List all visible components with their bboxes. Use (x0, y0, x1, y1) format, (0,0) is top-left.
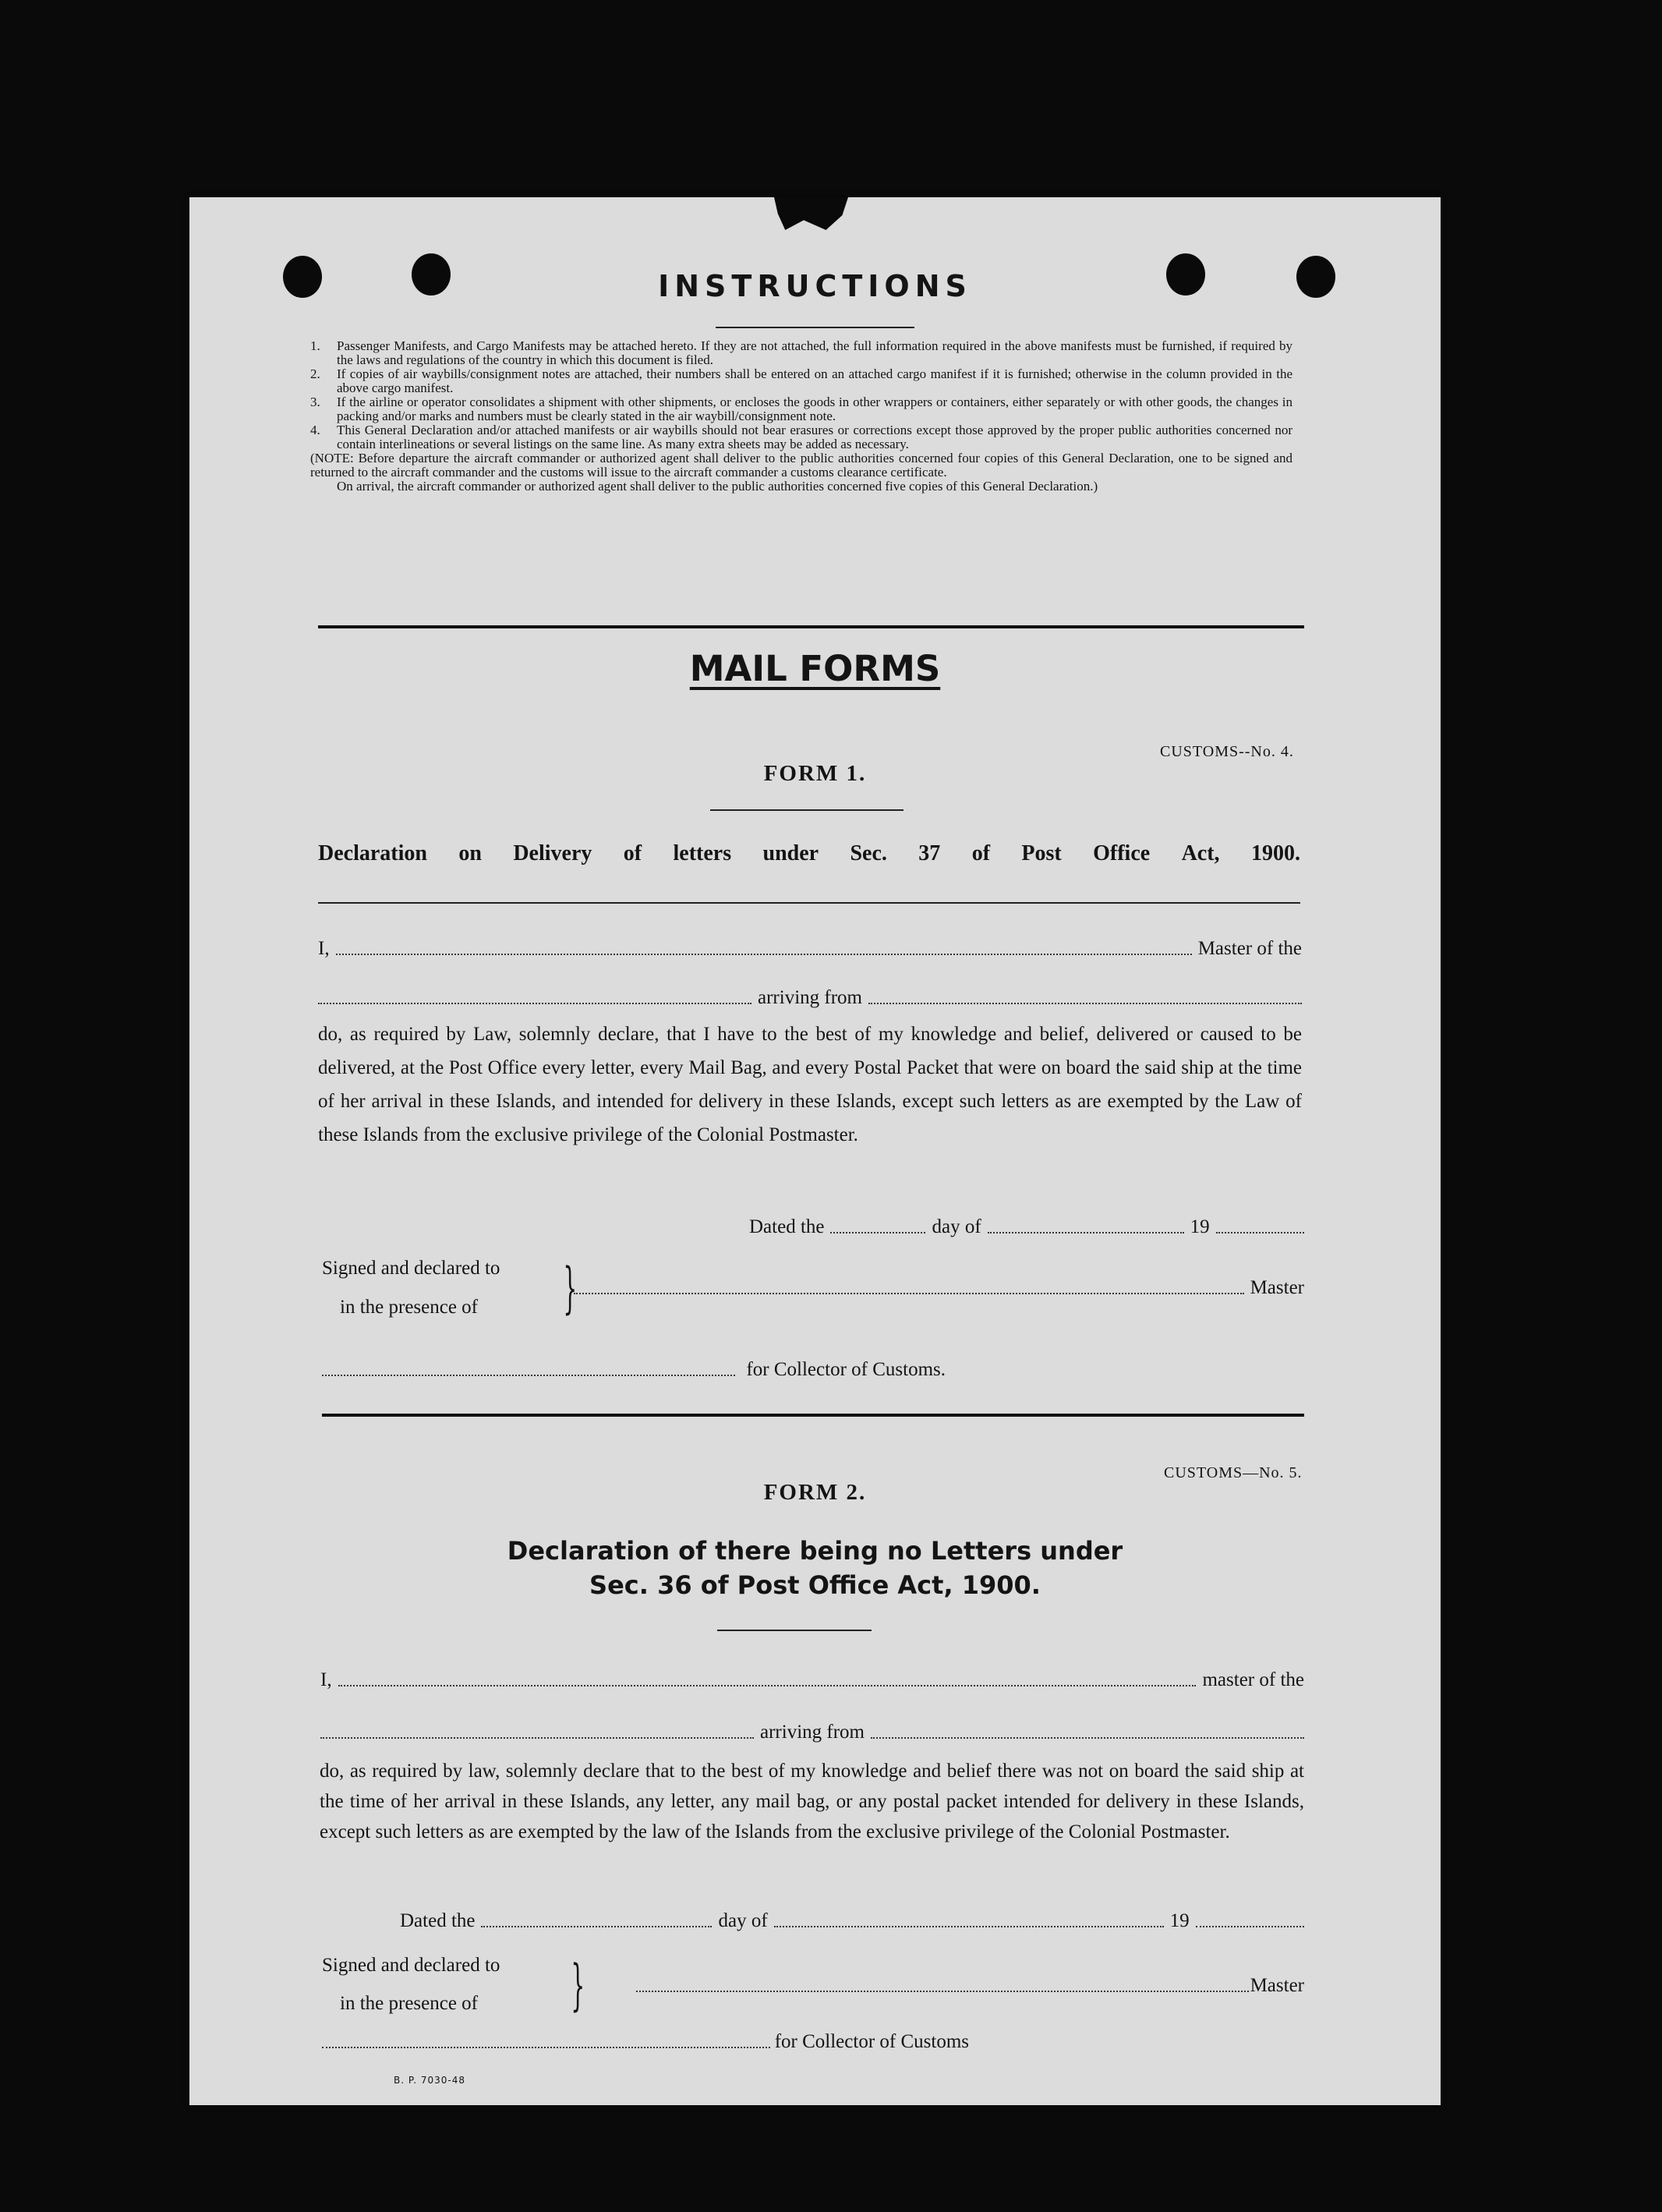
form1-title-rule (318, 902, 1300, 904)
document-sheet (189, 197, 1441, 2105)
form1-brace: } (563, 1256, 578, 1320)
form1-presence-label: in the presence of (340, 1297, 479, 1318)
form1-signed-label: Signed and declared to (322, 1258, 500, 1279)
form2-ship-name-field[interactable] (320, 1737, 754, 1739)
instruction-item: 4. This General Declaration and/or attached manifests or air waybills should not bear erasures or corrections except those approved by the proper public authorities concerned nor contain interlineations or several listings on the same line. As many extra sheets may be added as necessary. (310, 423, 1292, 451)
form1-year-field[interactable] (1216, 1232, 1304, 1233)
form1-arriving-from-field[interactable] (868, 1003, 1302, 1004)
instructions-list (310, 339, 1292, 494)
instruction-note: (NOTE: Before departure the aircraft commander or authorized agent shall deliver to the public authorities concerned four copies of this General Declaration, one to be signed and returned to the aircraft commander and the customs will issue to the aircraft commander a customs clearance certificate. (310, 451, 1292, 480)
form1-collector-line: for Collector of Customs. (322, 1359, 946, 1381)
form1-master-signature-line: Master (574, 1277, 1304, 1299)
form1-customs-number: CUSTOMS--No. 4. (1160, 743, 1294, 760)
form1-declaration-title: Declaration on Delivery of letters under Sec. 37 of Post Office Act, 1900. (318, 841, 1300, 865)
instruction-note-arrival: On arrival, the aircraft commander or authorized agent shall deliver to the public authorities concerned five copies of this General Declaration.) (337, 479, 1098, 494)
form2-master-signature-line: Master (636, 1975, 1304, 1997)
instruction-item: 3. If the airline or operator consolidates a shipment with other shipments, or encloses the goods in other wrappers or containers, either separately or with other goods, the changes in packing and/or marks and numbers must be clearly stated in the air waybill/consignment note. (310, 395, 1292, 423)
form-divider (322, 1414, 1304, 1417)
form2-signed-label: Signed and declared to (322, 1955, 500, 1976)
instruction-item: 1. Passenger Manifests, and Cargo Manifests may be attached hereto. If they are not attached, the full information required in the above manifests must be furnished, if required by the laws and regulations of the country in which this document is filed. (310, 338, 1292, 367)
form1-ship-line: arriving from (318, 987, 1302, 1009)
instructions-underline (716, 327, 914, 328)
form2-master-name-field[interactable] (338, 1685, 1197, 1686)
form2-master-signature-field[interactable] (636, 1991, 1249, 1992)
form1-heading: FORM 1. (763, 761, 867, 786)
form2-presence-label: in the presence of (340, 1993, 479, 2014)
form2-declaration-title: Declaration of there being no Letters under Sec. 36 of Post Office Act, 1900. (507, 1536, 1123, 1600)
print-code: B. P. 7030-48 (394, 2075, 465, 2086)
form2-heading: FORM 2. (763, 1480, 867, 1505)
form1-month-field[interactable] (988, 1232, 1184, 1233)
form1-dated-line: Dated the day of 19 (749, 1216, 1304, 1238)
form1-heading-underline (710, 809, 903, 811)
form2-declaration-body: do, as required by law, solemnly declare that to the best of my knowledge and belief there was not on board the said ship at the time of her arrival in these Islands, any letter, any mail bag, or any postal packet intended for delivery in these Islands, except such letters as are exempted by the law of the Islands from the exclusive privilege of the Colonial Postmaster. (320, 1761, 1304, 1842)
form1-ship-name-field[interactable] (318, 1003, 751, 1004)
form2-collector-signature-field[interactable] (322, 2047, 770, 2048)
form2-master-name-line: I, master of the (320, 1669, 1304, 1690)
form2-collector-line: for Collector of Customs (322, 2031, 969, 2053)
form2-arriving-from-field[interactable] (871, 1737, 1304, 1739)
form2-year-field[interactable] (1196, 1926, 1304, 1927)
form1-master-name-field[interactable] (336, 954, 1192, 955)
form1-master-signature-field[interactable] (574, 1293, 1244, 1294)
form1-master-name-line: I, Master of the (318, 938, 1302, 959)
form2-brace: } (571, 1953, 585, 2017)
form2-ship-line: arriving from (320, 1722, 1304, 1743)
form1-collector-signature-field[interactable] (322, 1375, 735, 1376)
instruction-item: 2. If copies of air waybills/consignment notes are attached, their numbers shall be entered on an attached cargo manifest if it is furnished; otherwise in the column provided in the above cargo manifest. (310, 366, 1292, 395)
torn-top-edge (774, 197, 848, 230)
form2-day-field[interactable] (481, 1926, 712, 1927)
form2-title-underline (717, 1630, 872, 1631)
form2-customs-number: CUSTOMS—No. 5. (1164, 1464, 1303, 1481)
mail-forms-title: MAIL FORMS (689, 648, 941, 689)
form1-day-field[interactable] (830, 1232, 925, 1233)
form2-month-field[interactable] (774, 1926, 1164, 1927)
section-divider (318, 625, 1304, 628)
form2-dated-line: Dated the day of 19 (400, 1910, 1304, 1932)
instructions-title: INSTRUCTIONS (658, 269, 972, 303)
form1-declaration-body: do, as required by Law, solemnly declare, that I have to the best of my knowledge and belief, delivered or caused to be delivered, at the Post Office every letter, every Mail Bag, and every Postal Packet that were on board the said ship at the time of her arrival in these Islands, and intended for delivery in these Islands, except such letters as are exempted by the Law of these Islands from the exclusive privilege of the Colonial Postmaster. (318, 1024, 1302, 1145)
